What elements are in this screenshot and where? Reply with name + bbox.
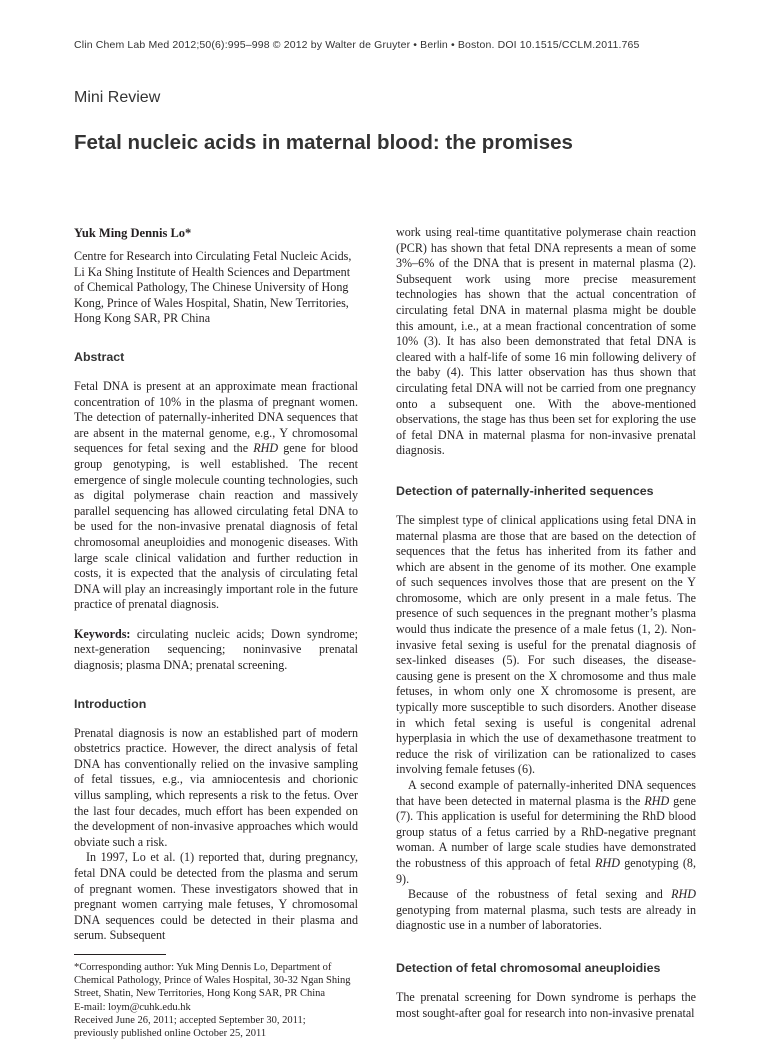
author-name: Yuk Ming Dennis Lo* [74,226,192,240]
continued-paragraph: work using real-time quantitative polymerase chain reaction (PCR) has shown that fetal DNA represents a mean of some 3%–6% of the DNA that is present in maternal plasma (2). Subsequent work using more precise measurement technologies has shown that the actual concentration of circulating fetal DNA in maternal plasma might be double this amount, i.e., at a mean fractional concentration of some 10% (3). It has also been demonstrated that fetal DNA is cleared with a half-life of some 16 min following delivery of the baby (4). This latter observation has thus shown that circulating fetal DNA will not be carried from one pregnancy onto a subsequent one. With the above-mentioned observations, the stage has thus been set for exploring the use of fetal DNA in maternal plasma for non-invasive prenatal diagnosis. [396,225,696,458]
corresponding-author-note: *Corresponding author: Yuk Ming Dennis Lo, Department of Chemical Pathology, Prince of Wales Hospital, 30-32 Ngan Shing Street, Shatin, New Territories, Hong Kong SAR, PR China [74,961,351,1000]
footnote-rule [74,954,166,955]
article-type-label: Mini Review [74,89,161,106]
article-title: Fetal nucleic acids in maternal blood: the promises [74,131,573,154]
aneuploidy-paragraph-1: The prenatal screening for Down syndrome is perhaps the most sought-after goal for research into non-invasive prenatal [396,989,696,1020]
abstract-heading: Abstract [74,349,125,364]
published-date: previously published online October 25, 2011 [74,1027,267,1039]
introduction-heading: Introduction [74,696,147,711]
paternal-paragraph-1: The simplest type of clinical applications using fetal DNA in maternal plasma are those that are based on the detection of sequences that the fetus has inherited from its father and which are absent in the genome of its mother. One example of such sequences involves those that are present on the Y chromosome, which are only present in a male fetus. The presence of such sequences in the pregnant mother’s plasma would thus indicate the presence of a male fetus (1, 2). Non-invasive fetal sexing is useful for the prenatal diagnosis of sex-linked diseases (5). For such diseases, the disease-causing gene is present on the X chromosome and thus male fetuses, in whom only one X chromosome is present, are typically more susceptible to such disorders. Another disease in which fetal sexing is useful is congenital adrenal hyperplasia in which the use of dexamethasone treatment to reduce the risk of virilization can be rationalized to cases involving female fetuses (6). [396,512,696,777]
journal-citation: Clin Chem Lab Med 2012;50(6):995–998 © 2012 by Walter de Gruyter • Berlin • Boston. DOI 10.1515/CCLM.2011.765 [74,39,640,51]
footnote [74,961,358,1040]
paternal-sequences-heading: Detection of paternally-inherited sequences [396,483,654,498]
paternal-paragraph-2: A second example of paternally-inherited DNA sequences that have been detected in maternal plasma is the RHD gene (7). This application is useful for determining the RhD blood group status of a fetus carried by a RhD-negative pregnant woman. A number of large scale studies have demonstrated the robustness of this approach of fetal RHD genotyping (8, 9). [396,778,696,886]
paternal-paragraph-3: Because of the robustness of fetal sexing and RHD genotyping from maternal plasma, such tests are already in diagnostic use in a number of laboratories. [396,887,696,933]
keywords: Keywords: circulating nucleic acids; Down syndrome; next-generation sequencing; noninvasive prenatal diagnosis; plasma DNA; prenatal screening. [74,626,358,673]
aneuploidy-heading: Detection of fetal chromosomal aneuploidies [396,960,661,975]
author-email: E-mail: loym@cuhk.edu.hk [74,1001,191,1013]
received-date: Received June 26, 2011; accepted September 30, 2011; [74,1014,306,1026]
intro-paragraph-1: Prenatal diagnosis is now an established part of modern obstetrics practice. However, the direct analysis of fetal DNA has conventionally relied on the invasive sampling of fetal tissues, e.g., via amniocentesis and chorionic villus sampling, which represents a risk to the fetus. Over the last four decades, much effort has been expended on the development of non-invasive approaches which would obviate such a risk. [74,725,358,849]
right-column [396,225,696,1021]
left-column [74,225,358,1040]
intro-paragraph-2: In 1997, Lo et al. (1) reported that, during pregnancy, fetal DNA could be detected from the plasma and serum of pregnant women. These investigators showed that in pregnant women carrying male fetuses, Y chromosomal DNA sequences could be detected in their plasma and serum. Subsequent [74,850,358,943]
author-affiliation: Centre for Research into Circulating Fetal Nucleic Acids, Li Ka Shing Institute of Health Sciences and Department of Chemical Pathology, The Chinese University of Hong Kong, Prince of Wales Hospital, Shatin, New Territories, Hong Kong SAR, PR China [74,249,352,326]
abstract-text: Fetal DNA is present at an approximate mean fractional concentration of 10% in the plasma of pregnant women. The detection of paternally-inherited DNA sequences that are absent in the maternal genome, e.g., Y chromosomal sequences for fetal sexing and the RHD gene for blood group genotyping, is well established. The recent emergence of single molecule counting technologies, such as digital polymerase chain reaction and massively parallel sequencing has allowed circulating fetal DNA to be used for the non-invasive prenatal diagnosis of fetal chromosomal aneuploidies and monogenic diseases. With large scale clinical validation and further reduction in costs, it is expected that the analysis of circulating fetal DNA will play an increasingly important role in the future practice of prenatal diagnosis. [74,378,358,612]
